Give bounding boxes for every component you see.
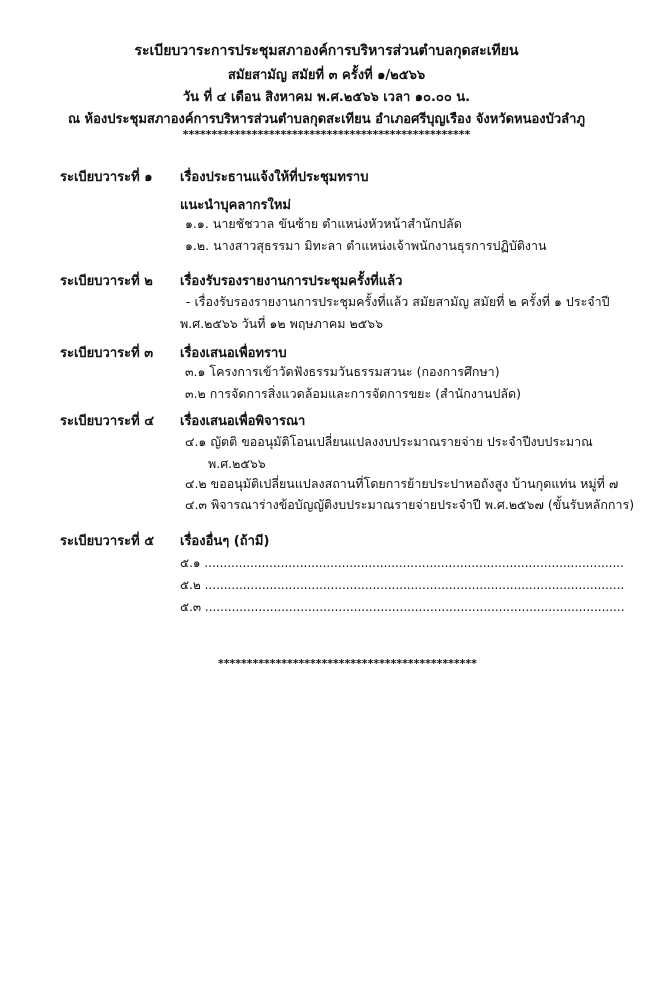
agenda-3-label: ระเบียบวาระที่ ๓ [60, 346, 154, 361]
document-title: ระเบียบวาระการประชุมสภาองค์การบริหารส่วนตำบลกุดสะเทียน [134, 43, 519, 59]
agenda-5-item-2: ๕.๒ .............................................................................................................. [180, 578, 625, 592]
agenda-1-item-1: ๑.๑. นายชัชวาล ขันซ้าย ตำแหน่งหัวหน้าสำนักปลัด [185, 216, 462, 231]
agenda-3-item-1: ๓.๑ โครงการเข้าวัดฟังธรรมวันธรรมสวนะ (กองการศึกษา) [185, 364, 500, 379]
footer-separator: ********************************************* [218, 657, 477, 670]
agenda-4-item-1: ๔.๑ ญัตติ ขออนุมัติโอนเปลี่ยนแปลงงบประมาณรายจ่าย ประจำปีงบประมาณ [185, 434, 593, 449]
agenda-5-topic: เรื่องอื่นๆ (ถ้ามี) [180, 534, 270, 549]
session-line: สมัยสามัญ สมัยที่ ๓ ครั้งที่ ๑/๒๕๖๖ [227, 68, 426, 83]
agenda-5-item-3: ๕.๓ .............................................................................................................. [180, 600, 625, 614]
header-separator: ************************************************** [182, 128, 471, 141]
agenda-5-label: ระเบียบวาระที่ ๕ [60, 534, 155, 549]
agenda-4-topic: เรื่องเสนอเพื่อพิจารณา [180, 414, 306, 429]
datetime-line: วัน ที่ ๔ เดือน สิงหาคม พ.ศ.๒๕๖๖ เวลา ๑๐.๐๐ น. [182, 90, 471, 105]
agenda-4-label: ระเบียบวาระที่ ๔ [60, 414, 155, 429]
agenda-5-item-1: ๕.๑ .............................................................................................................. [180, 556, 624, 570]
agenda-1-item-2: ๑.๒. นางสาวสุธรรมา มิทะลา ตำแหน่งเจ้าพนักงานธุรการปฏิบัติงาน [185, 238, 547, 253]
agenda-2-item-1: - เรื่องรับรองรายงานการประชุมครั้งที่แล้ว สมัยสามัญ สมัยที่ ๒ ครั้งที่ ๑ ประจำปี [186, 294, 610, 309]
agenda-4-item-3: ๔.๓ พิจารณาร่างข้อบัญญัติงบประมาณรายจ่ายประจำปี พ.ศ.๒๕๖๗ (ขั้นรับหลักการ) [185, 497, 635, 512]
agenda-1-label: ระเบียบวาระที่ ๑ [60, 170, 153, 185]
agenda-4-item-1-cont: พ.ศ.๒๕๖๖ [208, 456, 266, 471]
agenda-1-topic: เรื่องประธานแจ้งให้ที่ประชุมทราบ [180, 170, 369, 185]
agenda-2-topic: เรื่องรับรองรายงานการประชุมครั้งที่แล้ว [180, 274, 403, 289]
agenda-3-item-2: ๓.๒ การจัดการสิ่งแวดล้อมและการจัดการขยะ (สำนักงานปลัด) [185, 386, 522, 401]
agenda-2-label: ระเบียบวาระที่ ๒ [60, 274, 153, 289]
agenda-3-topic: เรื่องเสนอเพื่อทราบ [180, 346, 287, 361]
location-line: ณ ห้องประชุมสภาองค์การบริหารส่วนตำบลกุดสะเทียน อำเภอศรีบุญเรือง จังหวัดหนองบัวลำภู [67, 112, 586, 127]
agenda-4-item-2: ๔.๒ ขออนุมัติเปลี่ยนแปลงสถานที่โดยการย้ายประปาหอถังสูง บ้านกุดแท่น หมู่ที่ ๗ [185, 476, 619, 491]
agenda-1-subheading: แนะนำบุคลากรใหม่ [180, 198, 291, 213]
agenda-2-item-2: พ.ศ.๒๕๖๖ วันที่ ๑๒ พฤษภาคม ๒๕๖๖ [180, 316, 384, 331]
